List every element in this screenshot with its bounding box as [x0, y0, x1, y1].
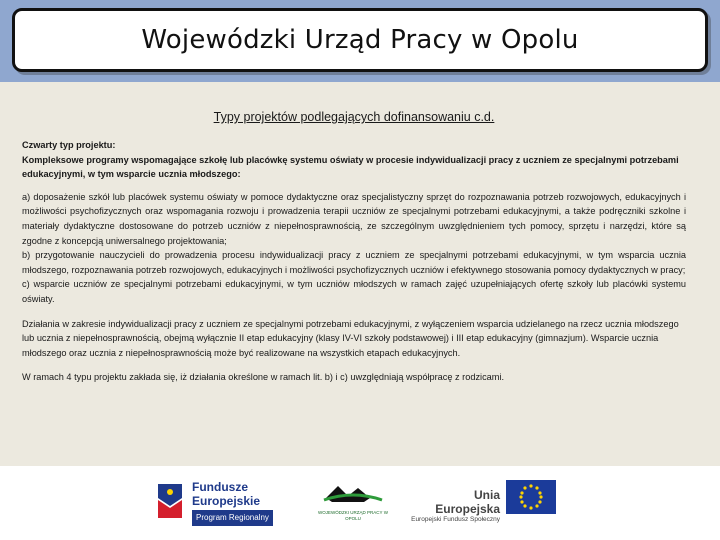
slide-content	[22, 110, 686, 385]
project-type-label: Czwarty typ projektu:	[22, 140, 116, 150]
fundusze-europejskie-logo	[152, 478, 282, 530]
fe-stars-icon	[152, 478, 188, 524]
paragraph-parents: W ramach 4 typu projektu zakłada się, iż działania określone w ramach lit. b) i c) uwzględniają współpracę z rodzicami.	[22, 372, 505, 383]
eu-flag-icon	[506, 480, 556, 514]
fe-line3: Program Regionalny	[192, 510, 273, 526]
fe-line1: Fundusze	[192, 480, 248, 494]
fe-line2: Europejskie	[192, 494, 261, 508]
wup-label: WOJEWÓDZKI URZĄD PRACY W OPOLU	[318, 510, 388, 521]
eu-label	[410, 488, 500, 523]
wup-emblem-icon	[318, 480, 388, 508]
project-type-description: Kompleksowe programy wspomagające szkołę lub placówkę systemu oświaty w procesie indywidualizacji pracy z uczniem ze specjalnymi potrzebami edukacyjnymi, w tym wsparcie ucznia młodszego:	[22, 154, 679, 180]
paragraph-scope: Działania w zakresie indywidualizacji pracy z uczniem ze specjalnymi potrzebami edukacyjnymi, z wyłączeniem wsparcia udzielanego na rzecz ucznia młodszego lub ucznia z niepełnosprawnością, obejmą wyłącznie II etap edukacyjny (klasy IV-VI szkoły podstawowej) i III etap edukacyjny (gimnazjum). Wsparcie ucznia młodszego oraz ucznia z niepełnosprawnością może być realizowane na wszystkich etapach edukacyjnych.	[22, 318, 679, 358]
page-title: Wojewódzki Urząd Pracy w Opolu	[141, 25, 579, 55]
wup-logo	[318, 480, 388, 530]
list-item-c: c) wsparcie uczniów ze specjalnymi potrzebami edukacyjnymi, w tym uczniów młodszych w ramach zajęć uzupełniających ofertę szkoły lub placówki systemu oświaty.	[22, 279, 686, 304]
section-heading: Typy projektów podlegających dofinansowaniu c.d.	[213, 110, 495, 124]
list-item-a: a) doposażenie szkół lub placówek systemu oświaty w pomoce dydaktyczne oraz specjalistyczny sprzęt do rozpoznawania potrzeb rozwojowych, edukacyjnych i możliwości psychofizycznych oraz wspomagania rozwoju i prowadzenia terapii uczniów ze specjalnymi potrzebami edukacyjnymi, a także podręczniki szkolne i materiały dydaktyczne dostosowane do potrzeb uczniów z niepełnosprawnością, ze szczególnym uwzględnieniem tych pomocy, sprzętu i narzędzi, które są zgodne z koncepcją uniwersalnego projektowania;	[22, 191, 686, 246]
eu-title: Unia Europejska	[435, 488, 500, 516]
list-item-b: b) przygotowanie nauczycieli do prowadzenia procesu indywidualizacji pracy z uczniem ze specjalnymi potrzebami edukacyjnymi, w tym wsparcia ucznia młodszego, rozpoznawania potrzeb rozwojowych, edukacyjnych i możliwości psychofizycznych uczniów i efektywnego stosowania pomocy dydaktycznych w pracy;	[22, 250, 686, 275]
title-box	[12, 8, 708, 72]
eu-subtitle: Europejski Fundusz Społeczny	[411, 516, 500, 523]
logo-strip	[0, 466, 720, 540]
